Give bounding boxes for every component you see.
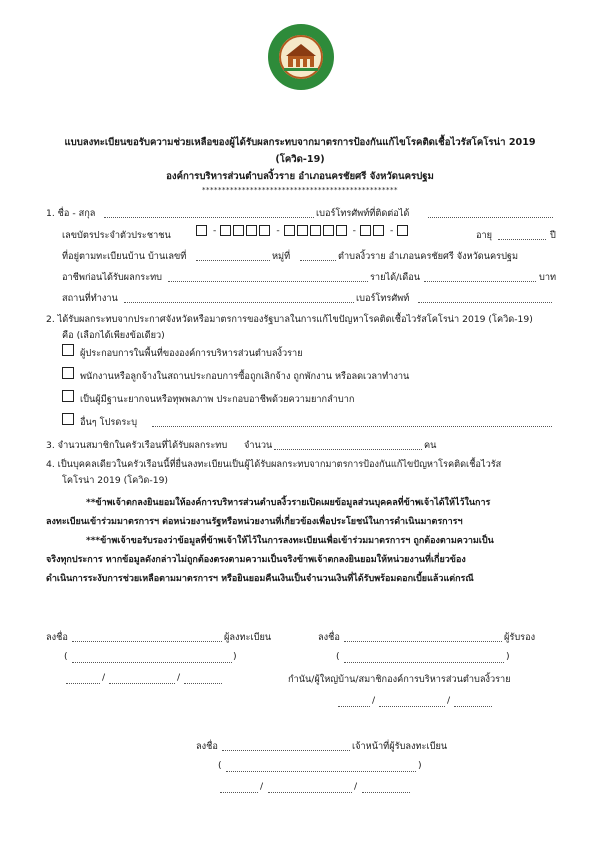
name-field[interactable] — [104, 217, 314, 218]
address-label: ที่อยู่ตามทะเบียนบ้าน บ้านเลขที่ — [62, 251, 187, 262]
officer-role: เจ้าหน้าที่ผู้รับลงทะเบียน — [352, 741, 448, 752]
option-other-label: อื่นๆ โปรดระบุ — [80, 417, 138, 428]
certifier-date-day[interactable] — [338, 706, 370, 707]
moo-label: หมู่ที่ — [272, 251, 291, 262]
certifier-date-slash: / — [447, 695, 451, 706]
certification-line2: จริงทุกประการ หากข้อมูลดังกล่าวไม่ถูกต้องตรงตามความเป็นจริงข้าพเจ้าตกลงยินยอมให้หน่วยงานที่เกี่ยวข้อง — [46, 555, 466, 565]
moo-field[interactable] — [300, 260, 336, 261]
officer-date-slash: / — [260, 781, 264, 792]
form-title-covid: (โควิด-19) — [275, 154, 325, 165]
household-count-label: จำนวน — [244, 440, 273, 451]
registrant-date-slash: / — [102, 672, 106, 683]
certification-line1: ***ข้าพเจ้าขอรับรองว่าข้อมูลที่ข้าพเจ้าให้ไว้ในการลงทะเบียนเพื่อเข้าร่วมมาตรการฯ ถูกต้องตามความเป็น — [86, 536, 494, 546]
workplace-label: สถานที่ทำงาน — [62, 293, 118, 304]
id-digit-box[interactable] — [336, 225, 347, 236]
certifier-date-slash: / — [372, 695, 376, 706]
officer-paren-open: ( — [218, 760, 222, 771]
id-digit-box[interactable] — [360, 225, 371, 236]
section4-statement-cont: โคโรน่า 2019 (โควิด-19) — [62, 475, 168, 486]
work-phone-field[interactable] — [418, 302, 552, 303]
job-field[interactable] — [168, 281, 368, 282]
officer-date-day[interactable] — [220, 792, 258, 793]
registrant-role: ผู้ลงทะเบียน — [224, 632, 272, 643]
registrant-sign-label: ลงชื่อ — [46, 632, 68, 643]
certifier-name-field[interactable] — [344, 662, 504, 663]
house-number-field[interactable] — [196, 260, 270, 261]
registrant-paren-open: ( — [64, 651, 68, 662]
registrant-paren-close: ) — [233, 651, 237, 662]
id-digit-box[interactable] — [297, 225, 308, 236]
id-label: เลขบัตรประจำตัวประชาชน — [62, 230, 171, 241]
id-digit-box[interactable] — [310, 225, 321, 236]
registrant-date-slash: / — [177, 672, 181, 683]
section4-statement: 4. เป็นบุคคลเดียวในครัวเรือนนี้ที่ยื่นลงทะเบียนเป็นผู้ได้รับผลกระทบจากมาตรการป้องกันแก้ไขปัญหาโรคติดเชื้อไวรัส — [46, 459, 502, 470]
registrant-signature-field[interactable] — [72, 641, 222, 642]
job-label: อาชีพก่อนได้รับผลกระทบ — [62, 272, 163, 283]
income-label: รายได้/เดือน — [370, 272, 421, 283]
officer-signature-field[interactable] — [222, 750, 350, 751]
work-phone-label: เบอร์โทรศัพท์ — [356, 293, 410, 304]
id-digit-box[interactable] — [373, 225, 384, 236]
officer-paren-close: ) — [418, 760, 422, 771]
header-divider-stars: ************************************************* — [202, 186, 398, 194]
certifier-signature-field[interactable] — [344, 641, 502, 642]
consent-disclosure-line1: **ข้าพเจ้าตกลงยินยอมให้องค์การบริหารส่วนตำบลงิ้วรายเปิดเผยข้อมูลส่วนบุคคลที่ข้าพเจ้าได้ให้ไว้ในการ — [86, 498, 491, 508]
age-unit: ปี — [550, 230, 556, 241]
id-digit-box[interactable] — [246, 225, 257, 236]
consent-disclosure-line2: ลงทะเบียนเข้าร่วมมาตรการฯ ต่อหน่วยงานรัฐหรือหน่วยงานที่เกี่ยวข้องเพื่อประโยชน์ในการดำเนินมาตรการฯ — [46, 517, 463, 527]
registrant-name-field[interactable] — [72, 662, 232, 663]
certification-line3: ดำเนินการระงับการช่วยเหลือตามมาตรการฯ หรือยินยอมคืนเงินเป็นจำนวนเงินที่ได้รับพร้อมดอกเบี้ยแล้วแต่กรณี — [46, 574, 474, 584]
registrant-date-day[interactable] — [66, 683, 100, 684]
officer-name-field[interactable] — [226, 771, 416, 772]
officer-date-year[interactable] — [362, 792, 410, 793]
certifier-paren-open: ( — [336, 651, 340, 662]
certifier-sign-label: ลงชื่อ — [318, 632, 340, 643]
option-poor-disabled-checkbox[interactable] — [62, 390, 74, 402]
organization-name: องค์การบริหารส่วนตำบลงิ้วราย อำเภอนครชัยศรี จังหวัดนครปฐม — [166, 171, 434, 182]
option-poor-disabled-label: เป็นผู้มีฐานะยากจนหรือทุพพลภาพ ประกอบอาชีพด้วยความยากลำบาก — [80, 394, 355, 405]
option-business-owner-checkbox[interactable] — [62, 344, 74, 356]
certifier-role: ผู้รับรอง — [504, 632, 536, 643]
id-number-boxes[interactable]: - - - - — [196, 225, 410, 236]
form-title: แบบลงทะเบียนขอรับความช่วยเหลือของผู้ได้รับผลกระทบจากมาตรการป้องกันแก้ไขโรคติดเชื้อไวรัสโคโรน่า 2019 — [64, 137, 536, 148]
household-affected-label: 3. จำนวนสมาชิกในครัวเรือนที่ได้รับผลกระทบ — [46, 440, 228, 451]
name-label: 1. ชื่อ - สกุล — [46, 208, 96, 219]
id-digit-box[interactable] — [259, 225, 270, 236]
phone-label: เบอร์โทรศัพท์ที่ติดต่อได้ — [316, 208, 410, 219]
registrant-date-month[interactable] — [109, 683, 175, 684]
age-field[interactable] — [498, 239, 546, 240]
section2-question: 2. ได้รับผลกระทบจากประกาศจังหวัดหรือมาตรการของรัฐบาลในการแก้ไขปัญหาโรคติดเชื้อไวรัสโคโรน่า 2019 (โควิด-19) — [46, 314, 533, 325]
option-employee-checkbox[interactable] — [62, 367, 74, 379]
id-digit-box[interactable] — [397, 225, 408, 236]
id-digit-box[interactable] — [233, 225, 244, 236]
id-digit-box[interactable] — [220, 225, 231, 236]
id-digit-box[interactable] — [323, 225, 334, 236]
section2-instruction: คือ (เลือกได้เพียงข้อเดียว) — [62, 330, 165, 341]
registrant-date-year[interactable] — [184, 683, 222, 684]
baht-unit: บาท — [539, 272, 557, 283]
workplace-field[interactable] — [124, 302, 354, 303]
option-other-checkbox[interactable] — [62, 413, 74, 425]
officer-date-slash: / — [354, 781, 358, 792]
certifier-title: กำนัน/ผู้ใหญ่บ้าน/สมาชิกองค์การบริหารส่วนตำบลงิ้วราย — [288, 674, 511, 685]
certifier-paren-close: ) — [506, 651, 510, 662]
officer-date-month[interactable] — [268, 792, 352, 793]
phone-field[interactable] — [428, 217, 553, 218]
option-business-owner-label: ผู้ประกอบการในพื้นที่ขององค์การบริหารส่วนตำบลงิ้วราย — [80, 348, 303, 359]
officer-sign-label: ลงชื่อ — [196, 741, 218, 752]
certifier-date-month[interactable] — [379, 706, 445, 707]
option-other-field[interactable] — [152, 426, 552, 427]
certifier-date-year[interactable] — [454, 706, 492, 707]
address-suffix: ตำบลงิ้วราย อำเภอนครชัยศรี จังหวัดนครปฐม — [338, 251, 519, 262]
id-digit-box[interactable] — [196, 225, 207, 236]
id-digit-box[interactable] — [284, 225, 295, 236]
age-label: อายุ — [476, 230, 493, 241]
organization-logo — [266, 22, 336, 92]
household-count-unit: คน — [424, 440, 437, 451]
option-employee-label: พนักงานหรือลูกจ้างในสถานประกอบการซื้อถูกเลิกจ้าง ถูกพักงาน หรือลดเวลาทำงาน — [80, 371, 410, 382]
household-count-field[interactable] — [274, 449, 422, 450]
income-field[interactable] — [424, 281, 536, 282]
